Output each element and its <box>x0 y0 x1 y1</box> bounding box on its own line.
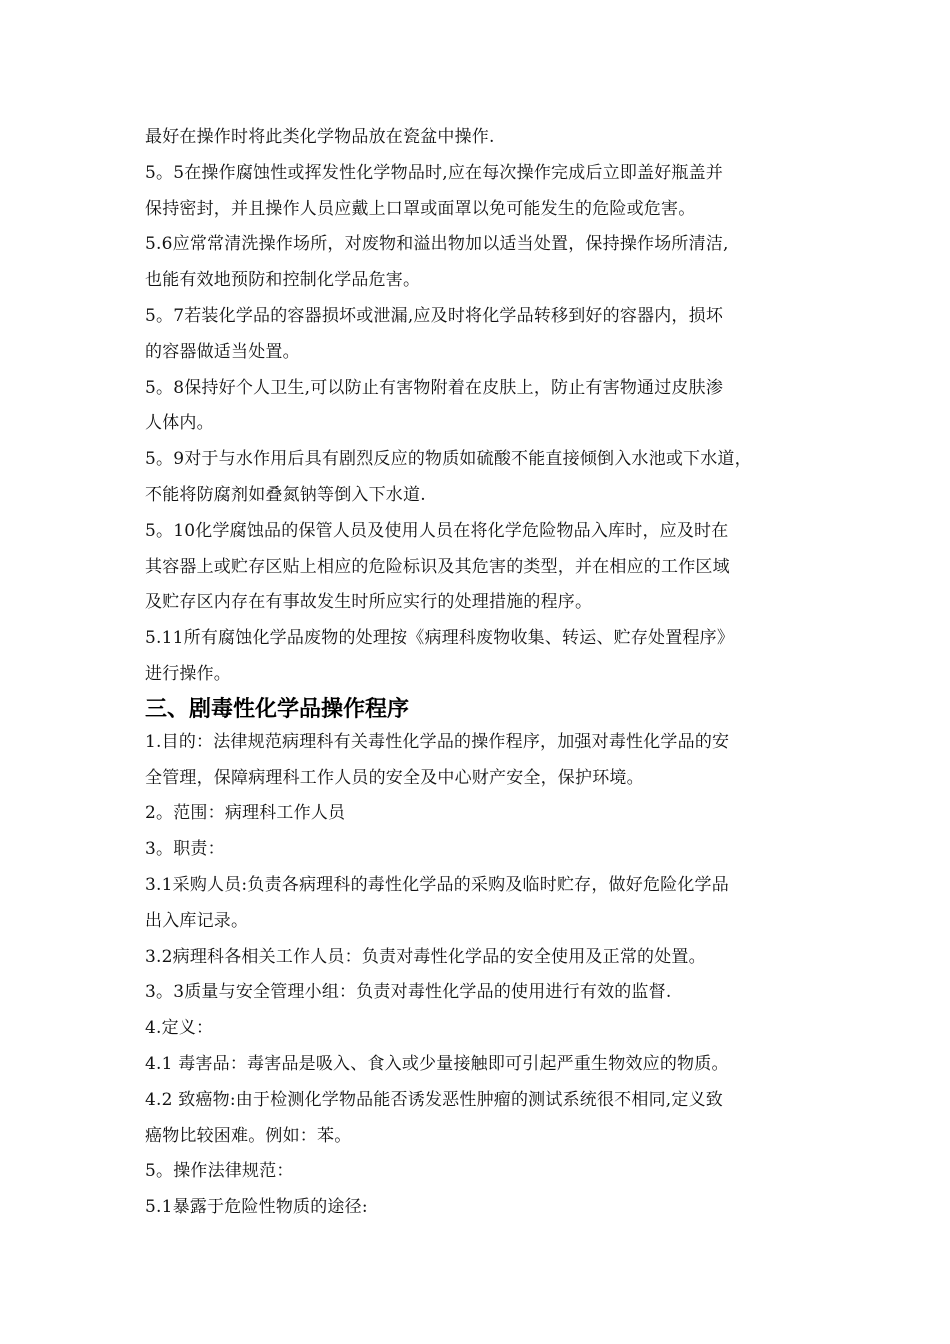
text-line: 的容器做适当处置。 <box>145 341 300 362</box>
text-line: 全管理，保障病理科工作人员的安全及中心财产安全，保护环境。 <box>145 767 644 788</box>
text-line: 5.11所有腐蚀化学品废物的处理按《病理科废物收集、转运、贮存处置程序》 <box>145 628 735 649</box>
text-line: 也能有效地预防和控制化学品危害。 <box>145 270 421 291</box>
text-line: 癌物比较困难。例如：苯。 <box>145 1125 352 1146</box>
text-line: 4.定义： <box>145 1018 214 1039</box>
text-line: 5。8保持好个人卫生,可以防止有害物附着在皮肤上，防止有害物通过皮肤渗 <box>145 377 724 398</box>
section-heading: 三、剧毒性化学品操作程序 <box>145 696 410 722</box>
text-line: 3。职责： <box>145 839 225 860</box>
text-line: 保持密封，并且操作人员应戴上口罩或面罩以免可能发生的危险或危害。 <box>145 198 696 219</box>
text-line: 5。操作法律规范： <box>145 1161 294 1182</box>
text-line: 出入库记录。 <box>145 910 249 931</box>
text-line: 及贮存区内存在有事故发生时所应实行的处理措施的程序。 <box>145 592 593 613</box>
text-line: 5。10化学腐蚀品的保管人员及使用人员在将化学危险物品入库时，应及时在 <box>145 520 729 541</box>
document-body <box>145 120 825 1226</box>
text-line: 3.1采购人员:负责各病理科的毒性化学品的采购及临时贮存，做好危险化学品 <box>145 874 729 895</box>
text-line: 最好在操作时将此类化学物品放在瓷盆中操作. <box>145 127 495 147</box>
text-line: 5。9对于与水作用后具有剧烈反应的物质如硫酸不能直接倾倒入水池或下水道， <box>145 449 752 470</box>
text-line: 3.2病理科各相关工作人员：负责对毒性化学品的安全使用及正常的处置。 <box>145 946 706 967</box>
text-line: 5.1暴露于危险性物质的途径: <box>145 1197 368 1218</box>
text-line: 4.2 致癌物:由于检测化学物品能否诱发恶性肿瘤的测试系统很不相同,定义致 <box>145 1089 723 1110</box>
text-line: 不能将防腐剂如叠氮钠等倒入下水道. <box>145 484 426 505</box>
text-line: 1.目的：法律规范病理科有关毒性化学品的操作程序，加强对毒性化学品的安 <box>145 731 730 752</box>
text-line: 3。3质量与安全管理小组：负责对毒性化学品的使用进行有效的监督. <box>145 982 672 1003</box>
text-line: 5。5在操作腐蚀性或挥发性化学物品时,应在每次操作完成后立即盖好瓶盖并 <box>145 162 724 183</box>
text-line: 4.1 毒害品：毒害品是吸入、食入或少量接触即可引起严重生物效应的物质。 <box>145 1053 729 1074</box>
text-line: 2。范围：病理科工作人员 <box>145 803 346 824</box>
corrosive-procedure-continued <box>145 120 825 693</box>
text-line: 5.6应常常清洗操作场所，对废物和溢出物加以适当处置，保持操作场所清洁, <box>145 234 729 255</box>
toxic-procedure-section <box>145 725 825 1226</box>
text-line: 5。7若装化学品的容器损坏或泄漏,应及时将化学品转移到好的容器内，损坏 <box>145 305 724 326</box>
text-line: 进行操作。 <box>145 663 231 684</box>
text-line: 其容器上或贮存区贴上相应的危险标识及其危害的类型，并在相应的工作区域 <box>145 556 730 577</box>
text-line: 人体内。 <box>145 413 214 434</box>
